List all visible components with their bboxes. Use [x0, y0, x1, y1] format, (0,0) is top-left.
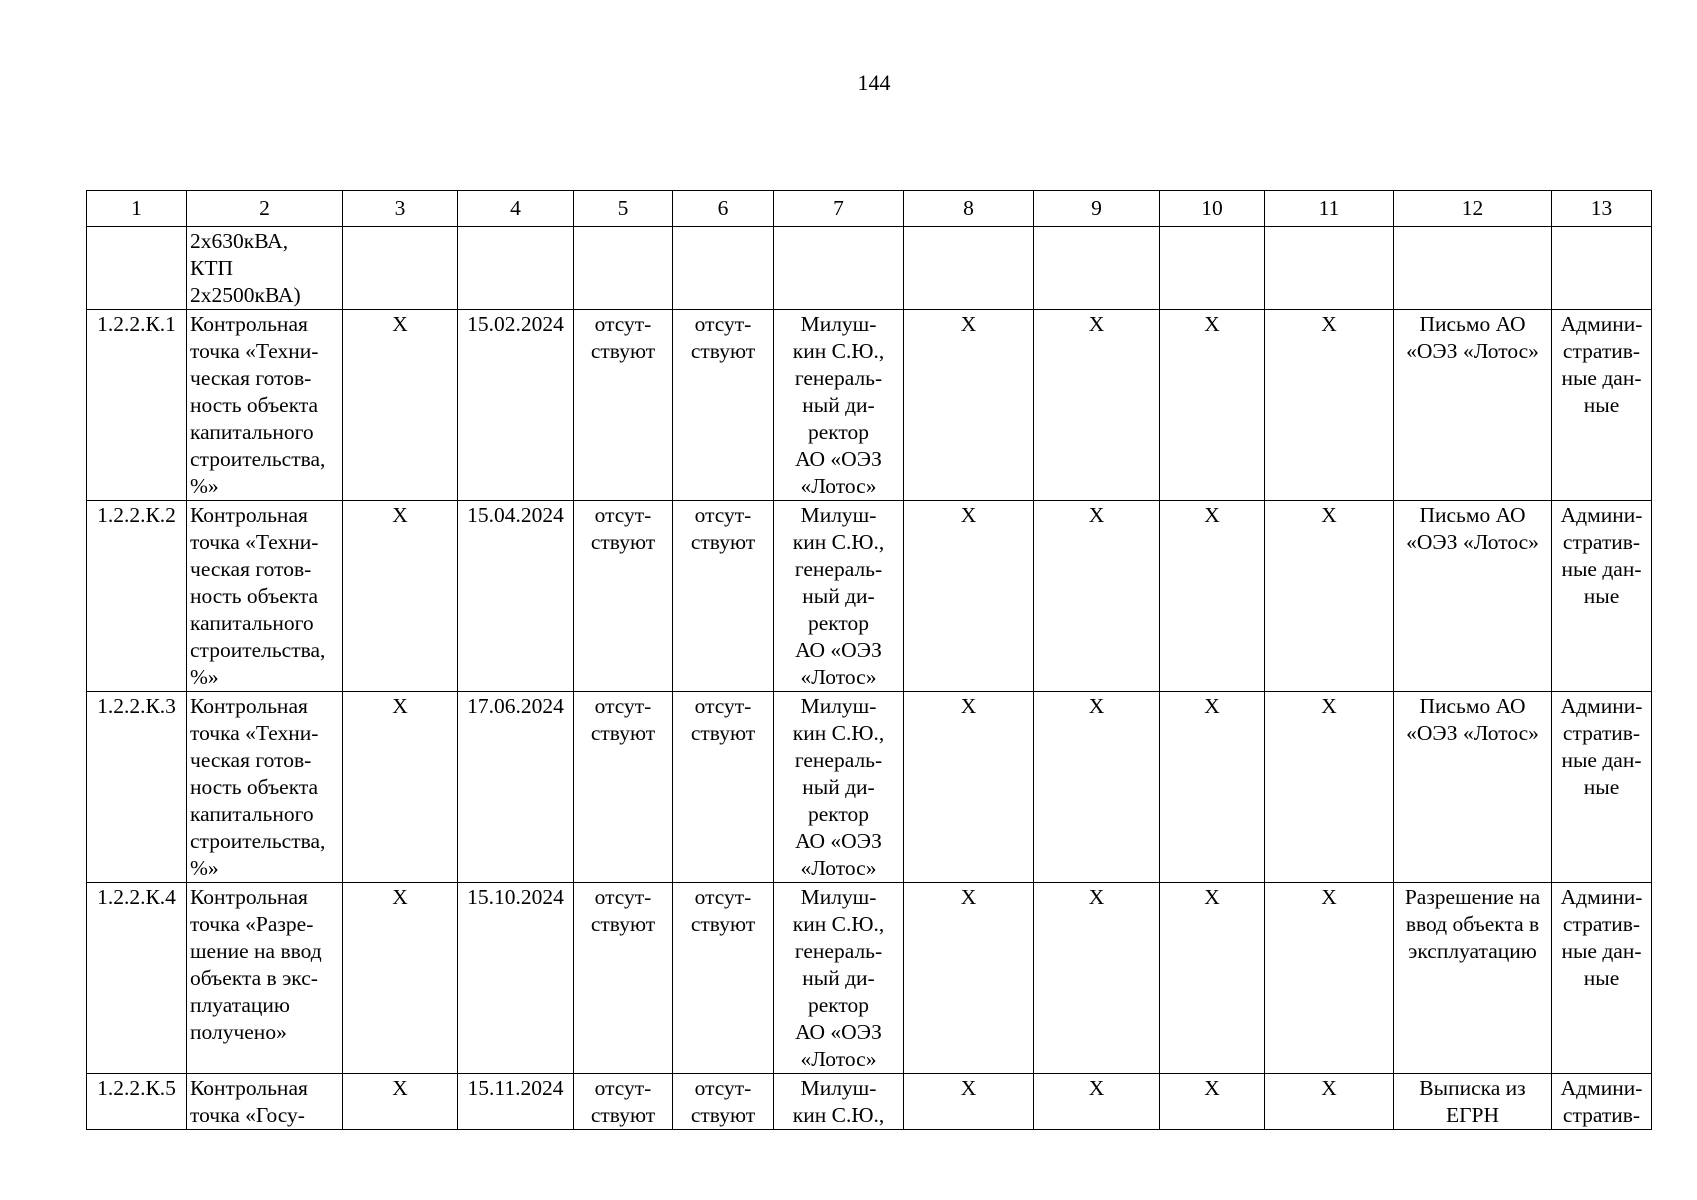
- table-cell-name: Контрольная точка «Техни- ческая готов- ность объекта капитального строительства, %»: [187, 501, 343, 692]
- table-cell: Х: [904, 1074, 1034, 1130]
- table-cell-source: Админи- стратив- ные дан- ные: [1552, 501, 1652, 692]
- table-cell: отсут- ствуют: [673, 1074, 774, 1130]
- column-header: 3: [343, 191, 458, 227]
- table-cell: Х: [343, 501, 458, 692]
- table-cell-code: 1.2.2.К.3: [87, 692, 187, 883]
- table-cell: Х: [1034, 692, 1160, 883]
- table-cell-document: Письмо АО «ОЭЗ «Лотос»: [1394, 692, 1552, 883]
- table-cell: Х: [1034, 1074, 1160, 1130]
- column-header: 12: [1394, 191, 1552, 227]
- table-cell-date: 17.06.2024: [458, 692, 574, 883]
- column-header: 11: [1265, 191, 1394, 227]
- table-cell: Х: [1265, 501, 1394, 692]
- table-cell: отсут- ствуют: [673, 501, 774, 692]
- continuation-row: [87, 227, 1652, 310]
- table-cell: отсут- ствуют: [673, 883, 774, 1074]
- table-cell-source: Админи- стратив- ные дан- ные: [1552, 310, 1652, 501]
- table-cell: [1034, 227, 1160, 310]
- table-cell: [87, 227, 187, 310]
- table-cell: отсут- ствуют: [574, 1074, 673, 1130]
- table-cell: Х: [904, 501, 1034, 692]
- column-header: 13: [1552, 191, 1652, 227]
- control-points-table: [86, 190, 1652, 1130]
- table-cell-name: Контрольная точка «Госу-: [187, 1074, 343, 1130]
- table-cell: Х: [1265, 1074, 1394, 1130]
- column-header: 1: [87, 191, 187, 227]
- table-row: [87, 1074, 1652, 1130]
- table-cell: Х: [343, 883, 458, 1074]
- table-cell: [904, 227, 1034, 310]
- table-cell: Х: [1160, 501, 1265, 692]
- table-cell: отсут- ствуют: [574, 883, 673, 1074]
- table-cell-document: Письмо АО «ОЭЗ «Лотос»: [1394, 310, 1552, 501]
- table-cell-date: 15.11.2024: [458, 1074, 574, 1130]
- table-cell: отсут- ствуют: [574, 501, 673, 692]
- table-cell-source: Админи- стратив-: [1552, 1074, 1652, 1130]
- table-cell-document: Разрешение на ввод объекта в эксплуатацию: [1394, 883, 1552, 1074]
- column-header: 6: [673, 191, 774, 227]
- table-row: [87, 501, 1652, 692]
- table-cell: Х: [343, 692, 458, 883]
- table-cell-source: Админи- стратив- ные дан- ные: [1552, 883, 1652, 1074]
- table-cell-responsible: Милуш- кин С.Ю., генераль- ный ди- ректор АО «ОЭЗ «Лотос»: [774, 501, 904, 692]
- table-cell-name: Контрольная точка «Техни- ческая готов- ность объекта капитального строительства, %»: [187, 692, 343, 883]
- table-row: [87, 883, 1652, 1074]
- table-cell-document: Письмо АО «ОЭЗ «Лотос»: [1394, 501, 1552, 692]
- table-cell-name: 2х630кВА, КТП 2х2500кВА): [187, 227, 343, 310]
- table-cell-responsible: Милуш- кин С.Ю., генераль- ный ди- ректор АО «ОЭЗ «Лотос»: [774, 310, 904, 501]
- table-cell: Х: [1265, 692, 1394, 883]
- table-cell-responsible: Милуш- кин С.Ю., генераль- ный ди- ректор АО «ОЭЗ «Лотос»: [774, 883, 904, 1074]
- column-header: 8: [904, 191, 1034, 227]
- table-cell: отсут- ствуют: [673, 692, 774, 883]
- table-cell-date: 15.10.2024: [458, 883, 574, 1074]
- column-header: 9: [1034, 191, 1160, 227]
- table-cell: Х: [343, 310, 458, 501]
- table-cell: Х: [1034, 310, 1160, 501]
- table-cell: отсут- ствуют: [673, 310, 774, 501]
- column-header: 7: [774, 191, 904, 227]
- table-cell-date: 15.02.2024: [458, 310, 574, 501]
- table-cell-name: Контрольная точка «Разре- шение на ввод объекта в экс- плуатацию получено»: [187, 883, 343, 1074]
- table-cell: [1160, 227, 1265, 310]
- column-header: 4: [458, 191, 574, 227]
- table-cell-date: 15.04.2024: [458, 501, 574, 692]
- table-cell: отсут- ствуют: [574, 692, 673, 883]
- table-cell: Х: [1265, 883, 1394, 1074]
- table-cell: Х: [1160, 883, 1265, 1074]
- table-cell: Х: [904, 692, 1034, 883]
- table-cell-name: Контрольная точка «Техни- ческая готов- ность объекта капитального строительства, %»: [187, 310, 343, 501]
- table-cell: [1552, 227, 1652, 310]
- table-row: [87, 692, 1652, 883]
- table-cell: Х: [904, 310, 1034, 501]
- table-cell-code: 1.2.2.К.5: [87, 1074, 187, 1130]
- table-cell-document: Выписка из ЕГРН: [1394, 1074, 1552, 1130]
- table-cell: [774, 227, 904, 310]
- table-cell: Х: [1160, 310, 1265, 501]
- table-cell: Х: [1160, 1074, 1265, 1130]
- column-header: 2: [187, 191, 343, 227]
- table-cell: [343, 227, 458, 310]
- table-cell: [1265, 227, 1394, 310]
- table-cell-code: 1.2.2.К.2: [87, 501, 187, 692]
- table-cell: Х: [1265, 310, 1394, 501]
- table-cell: Х: [343, 1074, 458, 1130]
- table-cell: [458, 227, 574, 310]
- column-header: 10: [1160, 191, 1265, 227]
- table-cell: Х: [1034, 883, 1160, 1074]
- table-cell: [574, 227, 673, 310]
- page-number: 144: [857, 70, 891, 95]
- table-cell-code: 1.2.2.К.4: [87, 883, 187, 1074]
- table-cell: Х: [1160, 692, 1265, 883]
- header-row: [87, 191, 1652, 227]
- table-cell-code: 1.2.2.К.1: [87, 310, 187, 501]
- table-cell: Х: [1034, 501, 1160, 692]
- table-cell-source: Админи- стратив- ные дан- ные: [1552, 692, 1652, 883]
- table-cell-responsible: Милуш- кин С.Ю., генераль- ный ди- ректор АО «ОЭЗ «Лотос»: [774, 692, 904, 883]
- table-cell: Х: [904, 883, 1034, 1074]
- column-header: 5: [574, 191, 673, 227]
- table-cell-responsible: Милуш- кин С.Ю.,: [774, 1074, 904, 1130]
- table-cell: [1394, 227, 1552, 310]
- table-row: [87, 310, 1652, 501]
- table-cell: [673, 227, 774, 310]
- table-cell: отсут- ствуют: [574, 310, 673, 501]
